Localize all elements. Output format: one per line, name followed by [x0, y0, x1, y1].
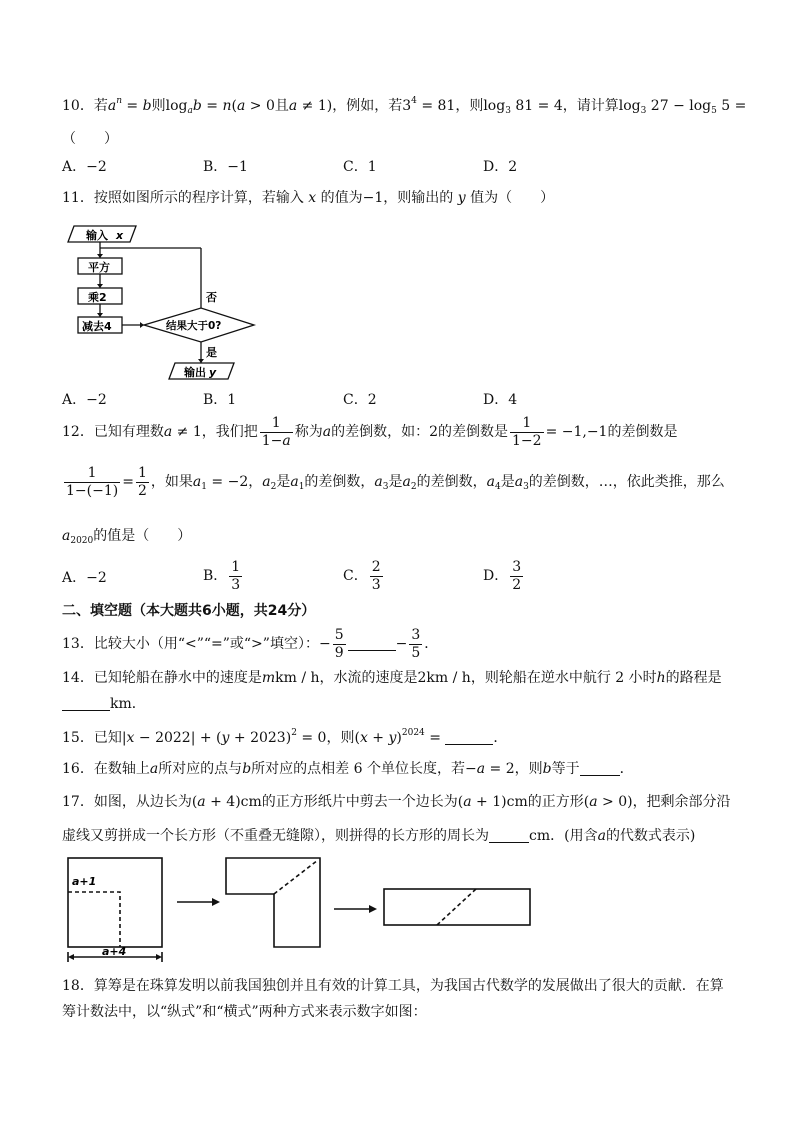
- q10-option-d: D．2: [483, 159, 518, 175]
- q11-stem: 11．按照如图所示的程序计算，若输入 x 的值为−1，则输出的 y 值为（ ）: [62, 190, 555, 206]
- svg-text:y: y: [209, 366, 217, 379]
- q17-cut-dashed: [68, 892, 120, 947]
- q10-number: 10．: [62, 98, 94, 114]
- q14-blank[interactable]: [62, 696, 110, 711]
- q11-option-b: B．1: [203, 392, 237, 408]
- q10-paren: （ ）: [62, 131, 118, 147]
- q12-stem-line1: 12．已知有理数a ≠ 1，我们把 $\frac{1}{1-a}$ 称为a的差倒数，如：2的差倒数是 $\frac{1}{1-2}$ = −1,−1的差倒数是: [62, 414, 678, 449]
- q17-blank[interactable]: [489, 828, 529, 843]
- flow-output-label: 输出: [184, 366, 206, 379]
- flow-square-label: 平方: [88, 261, 110, 274]
- q14-stem: 14．已知轮船在静水中的速度是mkm / h，水流的速度是2km / h，则轮船在逆水中航行 2 小时h的路程是: [62, 670, 722, 686]
- q17-figure: [62, 852, 542, 972]
- section-2-heading: 二、填空题（本大题共6小题，共24分）: [62, 603, 316, 619]
- q13-blank[interactable]: [348, 636, 396, 651]
- q11-option-a: A．−2: [62, 392, 107, 408]
- q17-stem-line2: 虚线又剪拼成一个长方形（不重叠无缝隙），则拼得的长方形的周长为 cm．(用含a的代数式表示): [62, 828, 696, 844]
- q18-stem-line2: 筹计数法中，以“纵式”和“横式”两种方式来表示数字如图：: [62, 1004, 427, 1020]
- flow-no-label: 否: [206, 291, 217, 304]
- q11-option-d: D．4: [483, 392, 518, 408]
- flow-sub4-label: 减去4: [82, 320, 112, 333]
- q12-option-a: A．−2: [62, 570, 107, 586]
- q12-option-d: D． $\frac{3}{2}$: [483, 558, 522, 593]
- q18-stem-line1: 18．算筹是在珠算发明以前我国独创并且有效的计算工具，为我国古代数学的发展做出了很大的贡献．在算: [62, 978, 724, 994]
- q17-stem-line1: 17．如图，从边长为(a + 4)cm的正方形纸片中剪去一个边长为(a + 1)cm的正方形(a > 0)，把剩余部分沿: [62, 794, 731, 810]
- flow-decision-label: 结果大于0?: [166, 320, 222, 332]
- q12-option-b: B． $\frac{1}{3}$: [203, 558, 241, 593]
- q15-blank[interactable]: [445, 730, 493, 745]
- q17-l-dashed: [274, 860, 318, 894]
- q13-stem: 13．比较大小（用“<”“=”或“>”填空）：− $\frac{5}{9}$ − $\frac{3}{5}$ ．: [62, 626, 439, 661]
- q16-stem: 16．在数轴上a所对应的点与b所对应的点相差 6 个单位长度，若−a = 2，则b等于 ．: [62, 761, 634, 777]
- q17-l-shape: [226, 858, 320, 947]
- q17-big-square: [68, 858, 162, 947]
- flow-yes-label: 是: [206, 346, 217, 359]
- q17-rect-dashed: [437, 889, 476, 925]
- flow-mul2-label: 乘2: [88, 291, 107, 304]
- q12-stem-line3: $a_{2020}$的值是（ ）: [62, 528, 192, 546]
- q10-option-b: B．−1: [203, 159, 248, 175]
- q11-flowchart: [64, 218, 264, 386]
- q10-stem: 10．若$a^n = b$则$\log_ab = n(a > 0$且a ≠ 1)，例如，若$3^4 = 81$，则$\log_3 81 = 4$，请计算$\log_3 27 - \log_5 5$ =: [62, 96, 747, 116]
- q16-blank[interactable]: [580, 761, 620, 776]
- q12-option-c: C． $\frac{2}{3}$: [343, 558, 381, 593]
- q10-option-a: A．−2: [62, 159, 107, 175]
- q17-label-a1: a+1: [72, 875, 97, 888]
- q10-option-c: C．1: [343, 159, 377, 175]
- flow-input-label: 输入: [86, 229, 108, 242]
- q12-stem-line2: $\frac{1}{1-(-1)}$ = $\frac{1}{2}$ ，如果$a_1 = -2$，$a_2$是$a_1$的差倒数，$a_3$是$a_2$的差倒数，$a_4$是$a_3$的差倒数，…，依此类推，那么: [66, 464, 725, 499]
- q14-line2: km．: [62, 694, 146, 714]
- q11-option-c: C．2: [343, 392, 377, 408]
- q15-stem: 15．已知$|x - 2022| + (y + 2023)^2 = 0$，则$(x + y)^{2024}$ = ．: [62, 728, 508, 746]
- svg-text:x: x: [116, 229, 124, 242]
- q17-label-a4: a+4: [102, 945, 127, 958]
- q17-result-rectangle: [384, 889, 530, 925]
